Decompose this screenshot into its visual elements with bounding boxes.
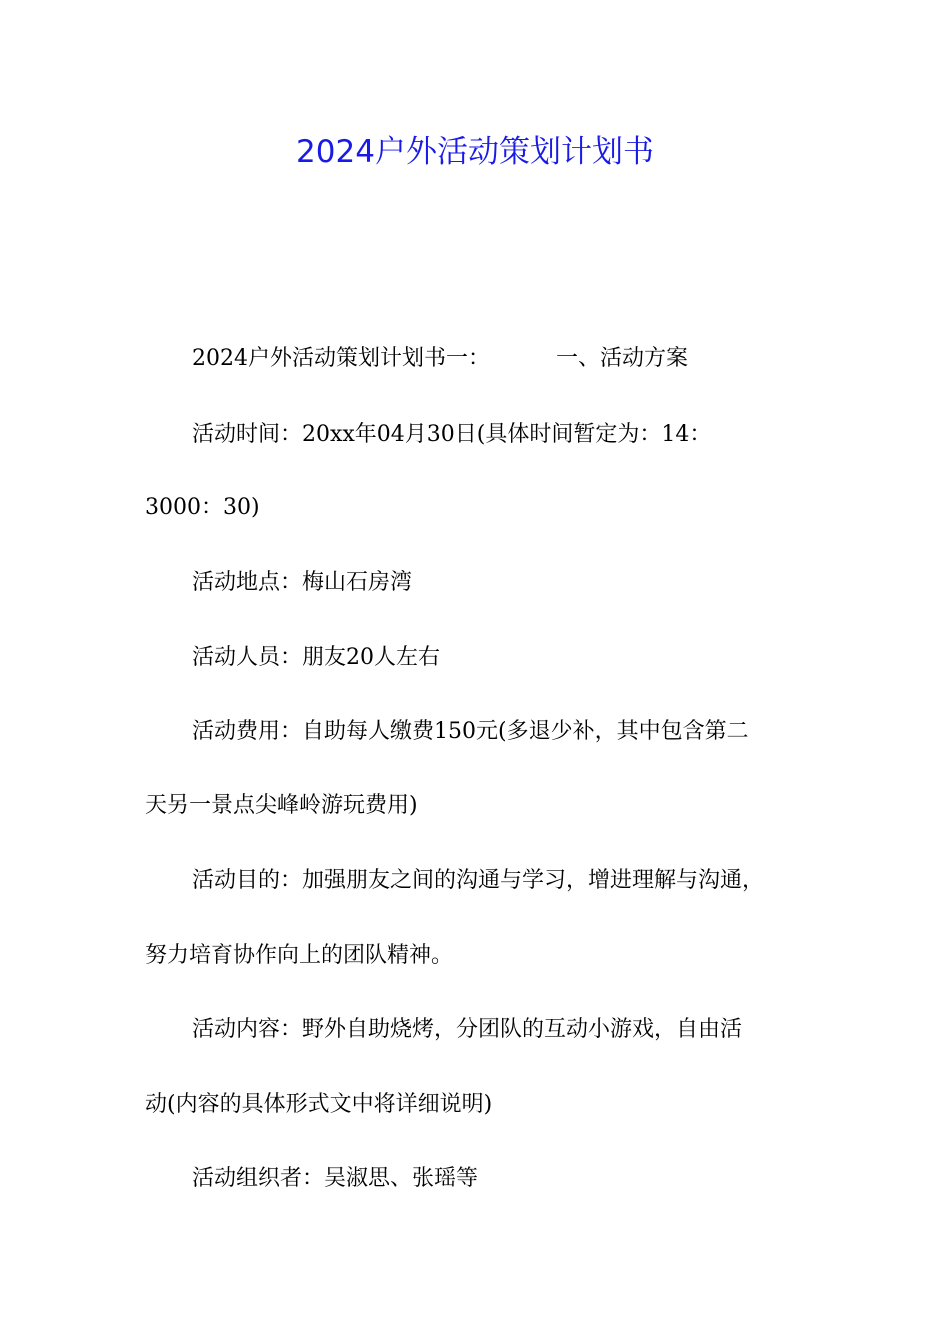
intro-heading: 2024户外活动策划计划书一： xyxy=(192,346,490,371)
page-title: 2024户外活动策划计划书 xyxy=(296,134,654,170)
activity-content-line: 活动内容：野外自助烧烤，分团队的互动小游戏，自由活 xyxy=(192,1017,743,1042)
activity-participants: 活动人员：朋友20人左右 xyxy=(192,645,440,670)
activity-content-continued: 动(内容的具体形式文中将详细说明) xyxy=(145,1092,493,1117)
activity-time-line: 活动时间：20xx年04月30日(具体时间暂定为：14： xyxy=(192,422,712,447)
activity-fee-continued: 天另一景点尖峰岭游玩费用) xyxy=(145,793,418,818)
activity-fee-line: 活动费用：自助每人缴费150元(多退少补，其中包含第二 xyxy=(192,719,749,744)
section-heading: 一、活动方案 xyxy=(556,346,689,371)
activity-purpose-continued: 努力培育协作向上的团队精神。 xyxy=(145,943,454,968)
activity-time-continued: 3000：30) xyxy=(145,495,260,520)
activity-purpose-line: 活动目的：加强朋友之间的沟通与学习，增进理解与沟通， xyxy=(192,868,765,893)
activity-organizers: 活动组织者：吴淑思、张瑶等 xyxy=(192,1166,479,1191)
activity-location: 活动地点：梅山石房湾 xyxy=(192,570,413,595)
